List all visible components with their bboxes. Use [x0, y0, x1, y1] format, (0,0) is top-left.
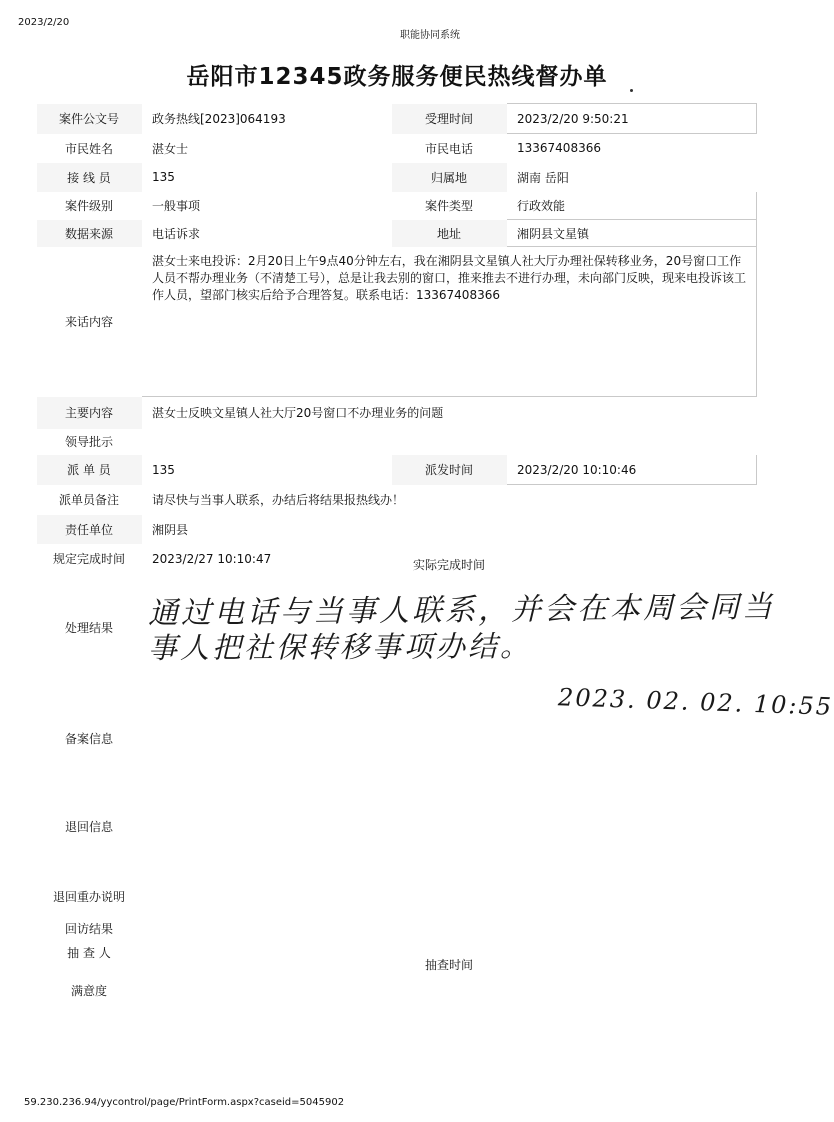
region-label: 归属地 [392, 163, 507, 192]
case-type-label: 案件类型 [424, 199, 473, 213]
leader-label: 领导批示 [64, 435, 113, 449]
system-name: 职能协同系统 [400, 30, 460, 41]
level-label: 案件级别 [64, 199, 113, 213]
print-date: 2023/2/20 [18, 17, 70, 28]
result-label: 处理结果 [64, 621, 113, 635]
print-url: 59.230.236.94/yycontrol/page/PrintForm.aspx?caseid=5045902 [24, 1097, 345, 1108]
citizen-name-value: 湛女士 [152, 141, 189, 156]
page-title: 岳阳市12345政务服务便民热线督办单 [186, 64, 608, 90]
call-content-label: 来话内容 [64, 315, 113, 329]
accept-time-label: 受理时间 [392, 104, 507, 134]
citizen-phone-value: 13367408366 [517, 141, 601, 155]
operator-label: 接 线 员 [37, 163, 142, 192]
satisfaction-value [142, 974, 757, 1008]
checker-value [142, 944, 392, 974]
dispatcher-label: 派 单 员 [37, 455, 142, 485]
actual-time-value [507, 544, 757, 574]
accept-time-value: 2023/2/20 9:50:21 [507, 104, 757, 134]
source-value: 电话诉求 [152, 226, 201, 241]
unit-value: 湘阴县 [152, 522, 189, 537]
actual-time-label: 实际完成时间 [412, 558, 485, 572]
citizen-name-label: 市民姓名 [64, 141, 113, 156]
level-value: 一般事项 [152, 199, 201, 213]
revisit-label: 回访结果 [64, 922, 113, 936]
main-content-value: 湛女士反映文星镇人社大厅20号窗口不办理业务的问题 [152, 406, 444, 420]
unit-label: 责任单位 [37, 515, 142, 544]
case-no-label: 案件公文号 [37, 104, 142, 134]
dispatcher-note-value: 请尽快与当事人联系，办结后将结果报热线办！ [152, 493, 405, 507]
check-time-label: 抽查时间 [424, 958, 473, 972]
filing-label: 备案信息 [64, 732, 113, 746]
handwritten-result-date: 2023. 02. 02. 10:55 [557, 683, 834, 721]
handwritten-result-line-1: 通过电话与当事人联系，并会在本周会同当 [147, 589, 776, 632]
supervision-form [36, 103, 757, 1008]
checker-label: 抽 查 人 [67, 946, 111, 960]
handwritten-result-line-2: 事人把社保转移事项办结。 [147, 628, 533, 666]
leader-value [142, 429, 757, 455]
address-label: 地址 [392, 220, 507, 247]
dispatcher-note-label: 派单员备注 [58, 493, 119, 507]
case-type-value: 行政效能 [507, 192, 757, 220]
case-no-value: 政务热线[2023]064193 [152, 112, 286, 126]
return-value [142, 774, 757, 880]
call-content-value: 湛女士来电投诉：2月20日上午9点40分钟左右，我在湘阴县文星镇人社大厅办理社保转移业务，20号窗口工作人员不帮办理业务（不清楚工号），总是让我去别的窗口，推来推去不进行办理，未向部门反映，现来电投诉该工作人员，望部门核实后给予合理答复。联系电话：13367408366 [142, 247, 757, 397]
return-label: 退回信息 [64, 820, 113, 834]
redo-value [142, 880, 757, 914]
dispatch-time-value: 2023/2/20 10:10:46 [507, 455, 757, 485]
scan-speck [630, 89, 633, 92]
dispatcher-value: 135 [152, 462, 175, 477]
deadline-value: 2023/2/27 10:10:47 [152, 551, 272, 566]
operator-value: 135 [152, 170, 175, 184]
region-value: 湖南 岳阳 [517, 170, 569, 185]
address-value: 湘阴县文星镇 [507, 220, 757, 247]
deadline-label: 规定完成时间 [52, 552, 125, 566]
source-label: 数据来源 [37, 220, 142, 247]
citizen-phone-label: 市民电话 [424, 141, 473, 156]
redo-label: 退回重办说明 [52, 890, 125, 904]
dispatch-time-label: 派发时间 [392, 455, 507, 485]
main-content-label: 主要内容 [37, 397, 142, 429]
check-time-value [507, 944, 757, 974]
revisit-value [142, 914, 757, 944]
satisfaction-label: 满意度 [70, 984, 107, 998]
